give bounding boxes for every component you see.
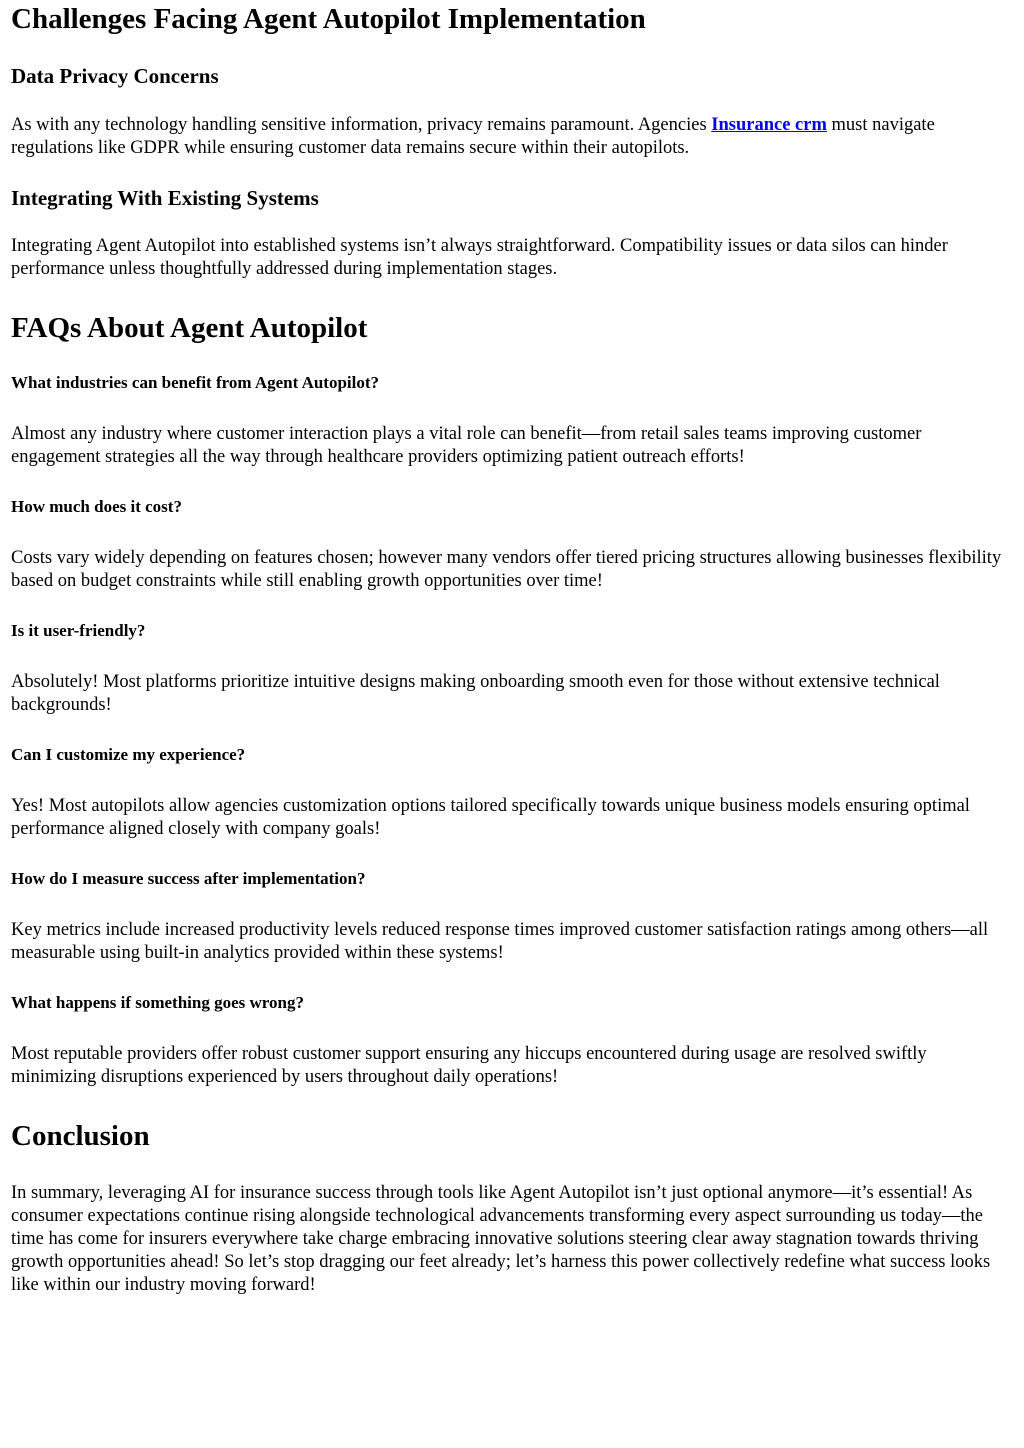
privacy-heading: Data Privacy Concerns <box>11 64 219 88</box>
faq-answer: Most reputable providers offer robust customer support ensuring any hiccups encountered during usage are resolved swiftly minimizing disruptions experienced by users throughout daily operations! <box>11 1044 927 1087</box>
conclusion-heading: Conclusion <box>11 1120 150 1152</box>
faq-item <box>11 868 1013 965</box>
faq-question: What happens if something goes wrong? <box>11 993 304 1012</box>
faq-item <box>11 496 1013 593</box>
privacy-text-after-link: must navigate regulations like GDPR while ensuring customer data remains secure within their autopilots. <box>11 115 935 158</box>
faqs-heading: FAQs About Agent Autopilot <box>11 312 368 344</box>
faq-answer: Absolutely! Most platforms prioritize intuitive designs making onboarding smooth even for those without extensive technical backgrounds! <box>11 672 940 715</box>
privacy-paragraph <box>11 114 1013 160</box>
privacy-text-before-link: As with any technology handling sensitive information, privacy remains paramount. Agencies <box>11 115 712 135</box>
faq-question: How much does it cost? <box>11 497 182 516</box>
faq-question: What industries can benefit from Agent Autopilot? <box>11 373 380 392</box>
faq-item <box>11 744 1013 841</box>
faq-item <box>11 372 1013 469</box>
integrating-paragraph: Integrating Agent Autopilot into established systems isn’t always straightforward. Compatibility issues or data silos can hinder performance unless thoughtfully addressed during implementation stages. <box>11 236 948 279</box>
faq-item <box>11 620 1013 717</box>
faq-list <box>11 372 1013 1089</box>
insurance-crm-link[interactable]: Insurance crm <box>711 115 827 135</box>
faq-question: Can I customize my experience? <box>11 745 246 764</box>
faq-answer: Costs vary widely depending on features chosen; however many vendors offer tiered pricing structures allowing businesses flexibility based on budget constraints while still enabling growth opportunities over time! <box>11 548 1002 591</box>
article <box>0 2 1024 1297</box>
faq-answer: Almost any industry where customer interaction plays a vital role can benefit—from retail sales teams improving customer engagement strategies all the way through healthcare providers optimizing patient outreach efforts! <box>11 424 922 467</box>
faq-question: Is it user-friendly? <box>11 621 146 640</box>
challenges-heading: Challenges Facing Agent Autopilot Implementation <box>11 3 646 35</box>
faq-answer: Key metrics include increased productivity levels reduced response times improved customer satisfaction ratings among others—all measurable using built-in analytics provided within these systems! <box>11 920 989 963</box>
conclusion-paragraph: In summary, leveraging AI for insurance success through tools like Agent Autopilot isn’t just optional anymore—it’s essential! As consumer expectations continue rising alongside technological advancements transforming every aspect surrounding us today—the time has come for insurers everywhere take charge embracing innovative solutions steering clear away stagnation towards thriving growth opportunities ahead! So let’s stop dragging our feet already; let’s harness this power collectively redefine what success looks like within our industry moving forward! <box>11 1183 991 1295</box>
integrating-heading: Integrating With Existing Systems <box>11 186 319 210</box>
faq-question: How do I measure success after implementation? <box>11 869 366 888</box>
faq-item <box>11 992 1013 1089</box>
faq-answer: Yes! Most autopilots allow agencies customization options tailored specifically towards unique business models ensuring optimal performance aligned closely with company goals! <box>11 796 970 839</box>
